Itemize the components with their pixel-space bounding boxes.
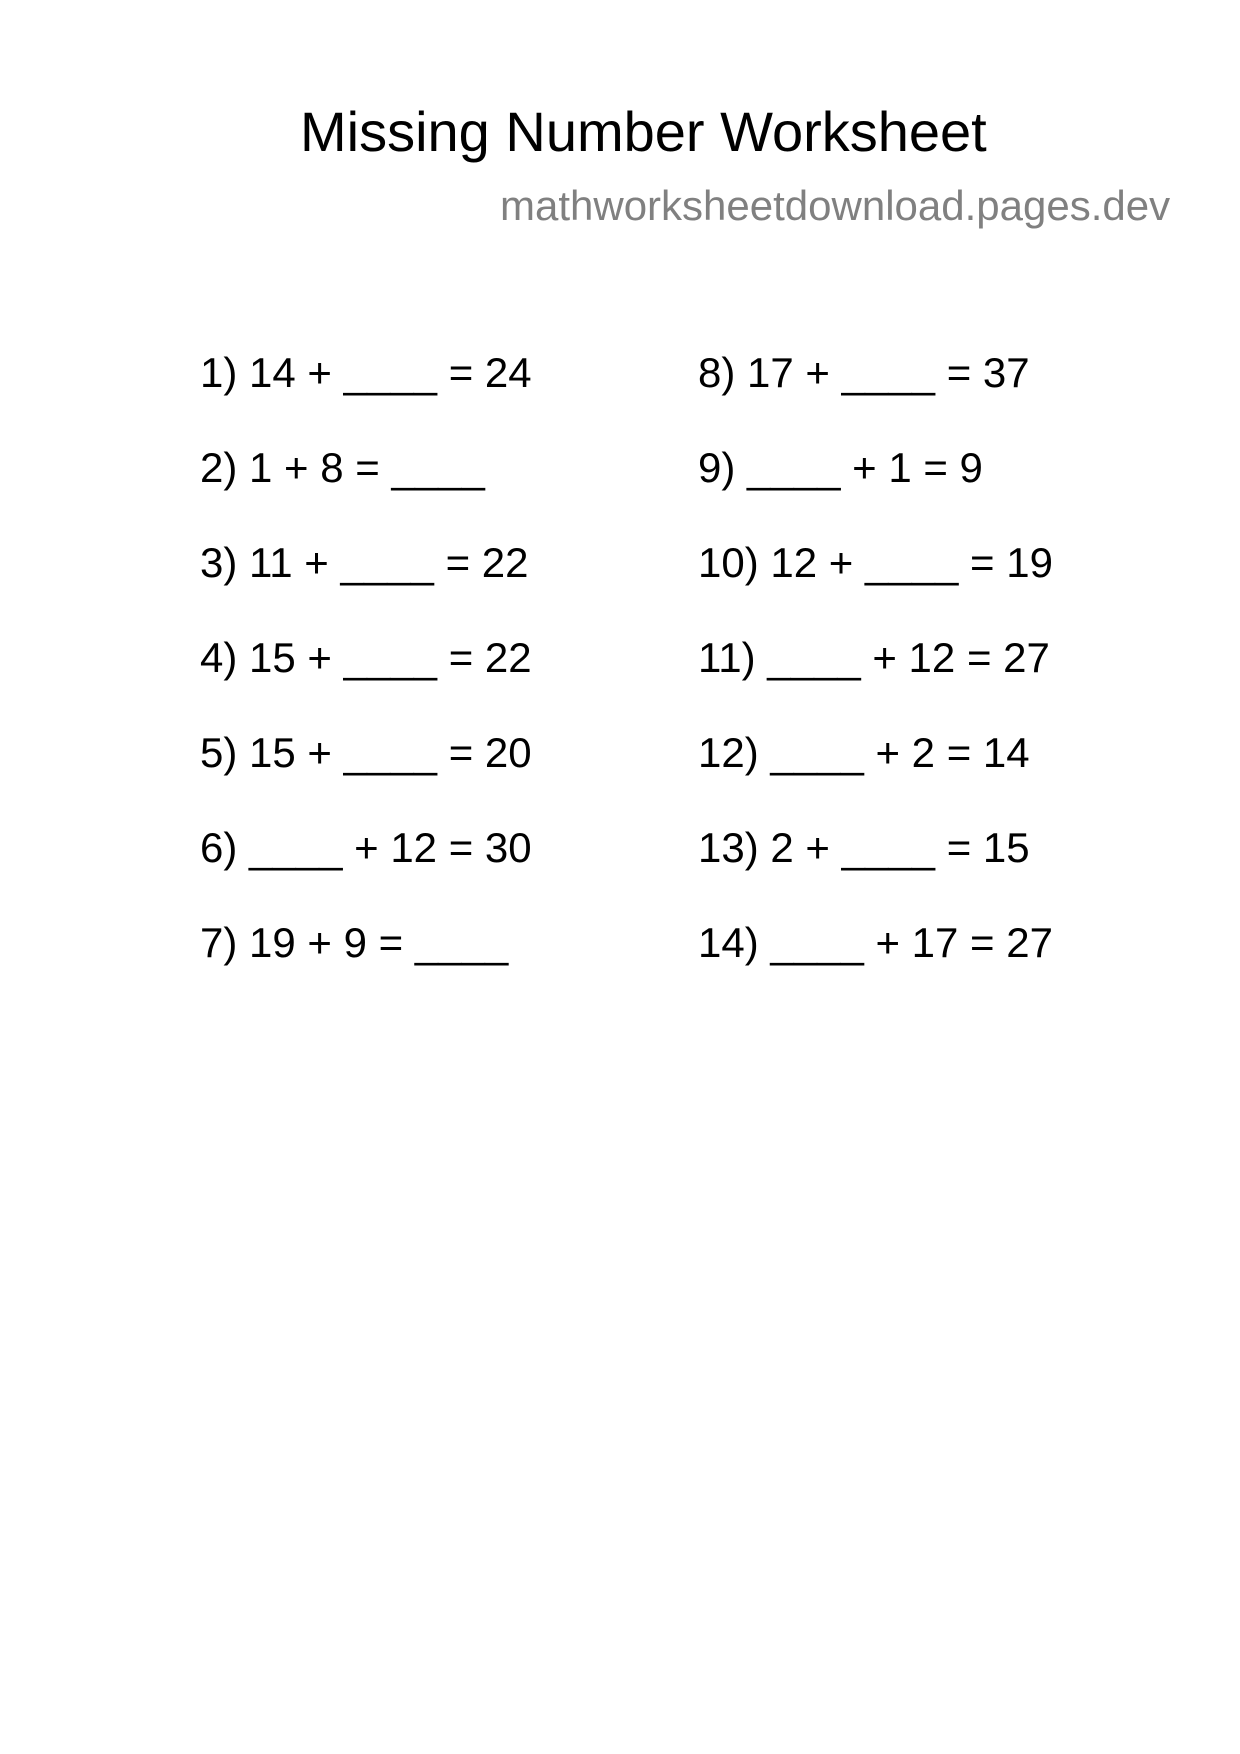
problem-12: 12) ____ + 2 = 14	[698, 729, 1030, 776]
problem-5: 5) 15 + ____ = 20	[200, 729, 532, 776]
problem-3: 3) 11 + ____ = 22	[200, 539, 529, 586]
problem-11: 11) ____ + 12 = 27	[698, 634, 1050, 681]
problem-8: 8) 17 + ____ = 37	[698, 349, 1030, 396]
problem-14: 14) ____ + 17 = 27	[698, 919, 1053, 966]
problem-1: 1) 14 + ____ = 24	[200, 349, 532, 396]
source-url: mathworksheetdownload.pages.dev	[500, 182, 1171, 229]
problem-column-right	[698, 345, 1178, 1010]
problem-9: 9) ____ + 1 = 9	[698, 444, 983, 491]
page-title: Missing Number Worksheet	[300, 100, 987, 163]
problem-2: 2) 1 + 8 = ____	[200, 444, 485, 491]
problem-7: 7) 19 + 9 = ____	[200, 919, 509, 966]
problem-13: 13) 2 + ____ = 15	[698, 824, 1030, 871]
problem-column-left	[200, 345, 680, 1010]
problem-6: 6) ____ + 12 = 30	[200, 824, 532, 871]
problem-10: 10) 12 + ____ = 19	[698, 539, 1053, 586]
problem-4: 4) 15 + ____ = 22	[200, 634, 532, 681]
